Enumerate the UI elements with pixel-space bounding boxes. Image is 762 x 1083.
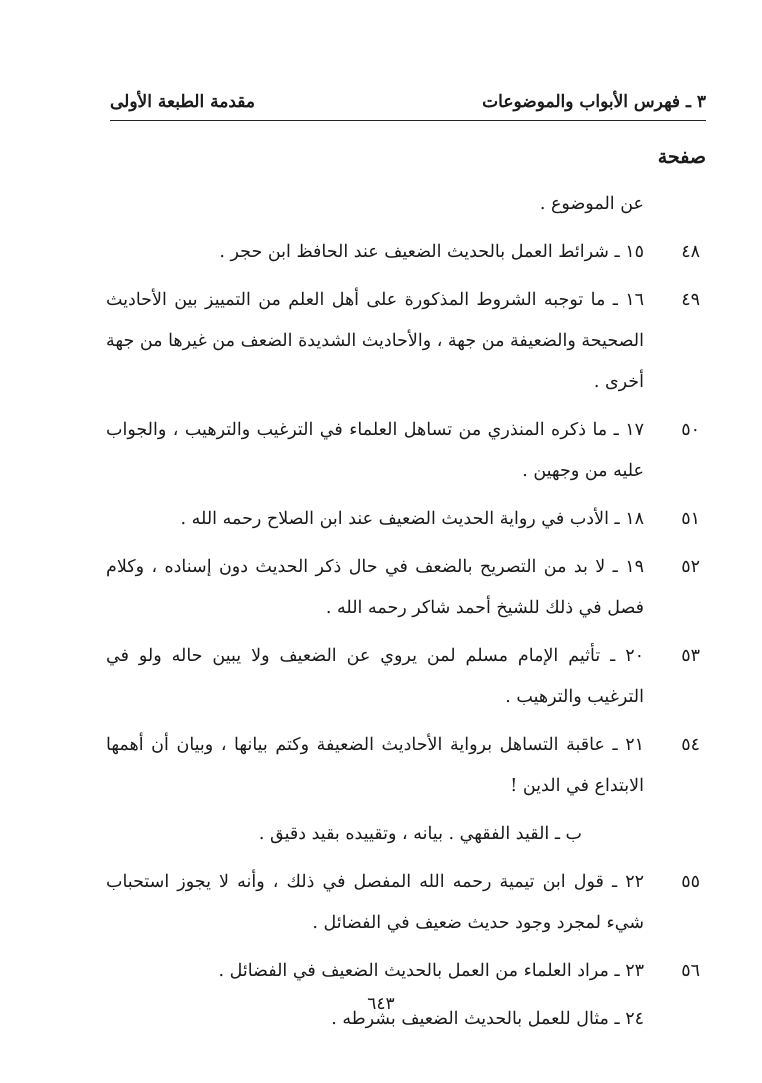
running-header xyxy=(110,82,706,112)
index-entry xyxy=(106,547,706,629)
index-entry xyxy=(106,499,706,540)
header-chapter-title: ٣ ـ فهرس الأبواب والموضوعات xyxy=(482,92,706,112)
entry-text: ٢١ ـ عاقبة التساهل برواية الأحاديث الضعيفة وكتم بيانها ، وبيان أن أهمها الابتداع في الدين ! xyxy=(106,735,644,796)
index-entry xyxy=(106,725,706,807)
index-entry xyxy=(106,410,706,492)
entry-page-number: ٥٥ xyxy=(681,872,700,892)
index-entry xyxy=(106,232,706,273)
entry-text: ١٩ ـ لا بد من التصريح بالضعف في حال ذكر الحديث دون إسناده ، وكلام فصل في ذلك للشيخ أحمد شاكر رحمه الله . xyxy=(106,557,644,618)
folio-page-number: ٦٤٣ xyxy=(367,994,395,1014)
entry-page-number: ٥٦ xyxy=(681,961,700,981)
entry-text: ٢٠ ـ تأثيم الإمام مسلم لمن يروي عن الضعيف ولا يبين حاله ولو في الترغيب والترهيب . xyxy=(106,646,644,707)
entry-text: ١٦ ـ ما توجبه الشروط المذكورة على أهل العلم من التمييز بين الأحاديث الصحيحة والضعيفة من جهة ، والأحاديث الشديدة الضعف من غيرها من جهة أخرى . xyxy=(106,290,644,392)
index-body xyxy=(106,184,706,1047)
entry-page-number: ٥٢ xyxy=(681,557,700,577)
index-entry xyxy=(106,636,706,718)
subheading: ب ـ القيد الفقهي . بيانه ، وتقييده بقيد دقيق . xyxy=(258,824,582,844)
header-section-title: مقدمة الطبعة الأولى xyxy=(110,92,255,112)
entry-text: ٢٤ ـ مثال للعمل بالحديث الضعيف بشرطه . xyxy=(331,1009,644,1029)
entry-page-number: ٤٩ xyxy=(681,290,700,310)
index-entry xyxy=(106,862,706,944)
header-rule xyxy=(110,120,706,121)
index-entry xyxy=(106,280,706,403)
page-column-label: صفحة xyxy=(657,146,706,168)
entry-text: ١٧ ـ ما ذكره المنذري من تساهل العلماء في الترغيب والترهيب ، والجواب عليه من وجهين . xyxy=(106,420,644,481)
entry-page-number: ٥٤ xyxy=(681,735,700,755)
entry-text: ١٨ ـ الأدب في رواية الحديث الضعيف عند ابن الصلاح رحمه الله . xyxy=(180,509,644,529)
entry-page-number: ٥٣ xyxy=(681,646,700,666)
entry-text: ١٥ ـ شرائط العمل بالحديث الضعيف عند الحافظ ابن حجر . xyxy=(219,242,644,262)
entry-page-number: ٤٨ xyxy=(681,242,700,262)
index-entry xyxy=(106,951,706,992)
entry-text: ٢٣ ـ مراد العلماء من العمل بالحديث الضعيف في الفضائل . xyxy=(218,961,644,981)
entry-text: ٢٢ ـ قول ابن تيمية رحمه الله المفصل في ذلك ، وأنه لا يجوز استحباب شيء لمجرد وجود حديث ضعيف في الفضائل . xyxy=(106,872,644,933)
entry-page-number: ٥١ xyxy=(681,509,700,529)
continuation-line: عن الموضوع . xyxy=(539,194,644,214)
entry-page-number: ٥٠ xyxy=(681,420,700,440)
